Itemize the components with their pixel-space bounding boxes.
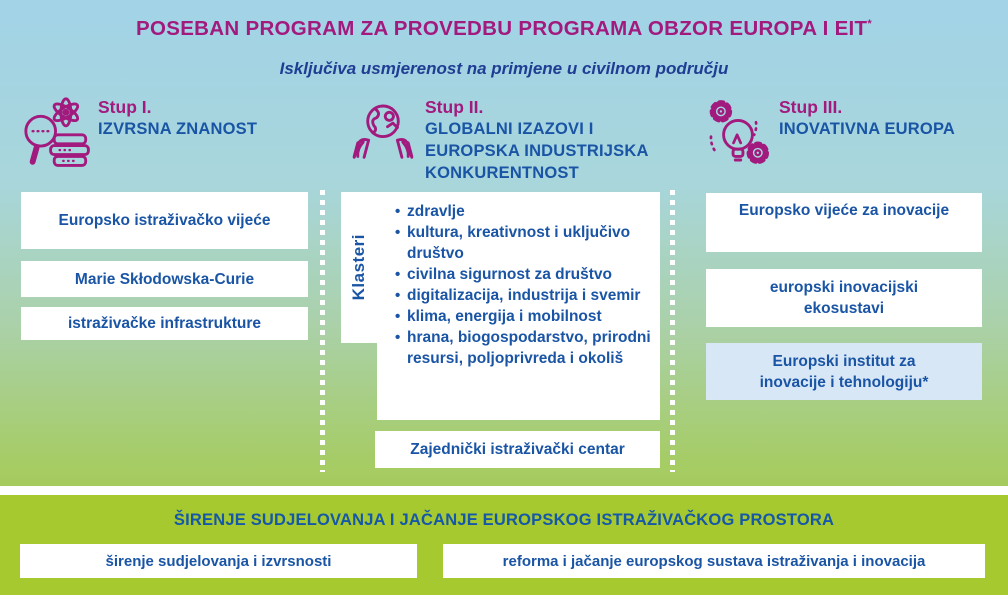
- pillar-2-header: [425, 96, 663, 184]
- msca-box: [21, 261, 308, 297]
- clusters-list-box: [377, 192, 660, 420]
- research-infrastructures-box: [21, 307, 308, 340]
- cluster-item: • klima, energija i mobilnost: [394, 306, 654, 327]
- eit-box-label: Europski institut za inovacije i tehnologiju*: [759, 352, 929, 391]
- pillar-2-name: GLOBALNI IZAZOVI I EUROPSKA INDUSTRIJSKA KONKURENTNOST: [425, 120, 649, 182]
- page-title-text: POSEBAN PROGRAM ZA PROVEDBU PROGRAMA OBZOR EUROPA I EIT: [136, 17, 868, 40]
- jrc-box-label: Zajednički istraživački centar: [410, 441, 625, 458]
- lightbulb-gears-icon: [702, 93, 774, 173]
- hands-globe-icon: [347, 93, 419, 173]
- pillar-3-label: Stup III.: [779, 97, 843, 117]
- clusters-list: [394, 201, 654, 369]
- cluster-item: • civilna sigurnost za društvo: [394, 264, 654, 285]
- cluster-item: • hrana, biogospodarstvo, prirodni resursi, poljoprivreda i okoliš: [394, 327, 654, 369]
- page-title: [0, 17, 1008, 41]
- erc-box: [21, 192, 308, 249]
- pillar-2-label: Stup II.: [425, 97, 484, 117]
- column-separator-right: [670, 190, 675, 472]
- white-divider: [0, 486, 1008, 495]
- eic-box-label: Europsko vijeće za inovacije: [738, 202, 950, 219]
- cluster-item: • kultura, kreativnost i uključivo društvo: [394, 222, 654, 264]
- jrc-box: [375, 431, 660, 468]
- magnifier-atom-books-icon: [20, 93, 92, 173]
- pillar-1-label: Stup I.: [98, 97, 152, 117]
- title-asterisk: *: [867, 18, 872, 31]
- cluster-item: • zdravlje: [394, 201, 654, 222]
- erc-box-label: Europsko istraživačko vijeće: [58, 212, 271, 229]
- cluster-item: • digitalizacija, industrija i svemir: [394, 285, 654, 306]
- page-subtitle: Isključiva usmjerenost na primjene u civilnom području: [279, 59, 729, 78]
- pillar-1-name: IZVRSNA ZNANOST: [98, 120, 258, 138]
- reform-strengthen-box: [443, 544, 985, 578]
- reform-strengthen-label: reforma i jačanje europskog sustava istraživanja i inovacija: [502, 552, 926, 570]
- pillar-3-name: INOVATIVNA EUROPA: [779, 120, 956, 138]
- clusters-label: Klasteri: [349, 234, 368, 301]
- footer-title: ŠIRENJE SUDJELOVANJA I JAČANJE EUROPSKOG ISTRAŽIVAČKOG PROSTORA: [173, 511, 835, 529]
- widening-participation-box: [20, 544, 417, 578]
- column-separator-left: [320, 190, 325, 472]
- msca-box-label: Marie Skłodowska-Curie: [74, 270, 255, 288]
- pillar-1-header: [98, 96, 257, 140]
- pillar-3-header: [779, 96, 955, 140]
- widening-participation-label: širenje sudjelovanja i izvrsnosti: [105, 552, 332, 570]
- eit-box: [706, 343, 982, 400]
- research-infrastructures-label: istraživačke infrastrukture: [68, 315, 261, 332]
- innovation-ecosystems-box: [706, 269, 982, 327]
- innovation-ecosystems-label: europski inovacijski ekosustavi: [769, 279, 919, 317]
- eic-box: [706, 193, 982, 252]
- clusters-label-box: [341, 192, 377, 343]
